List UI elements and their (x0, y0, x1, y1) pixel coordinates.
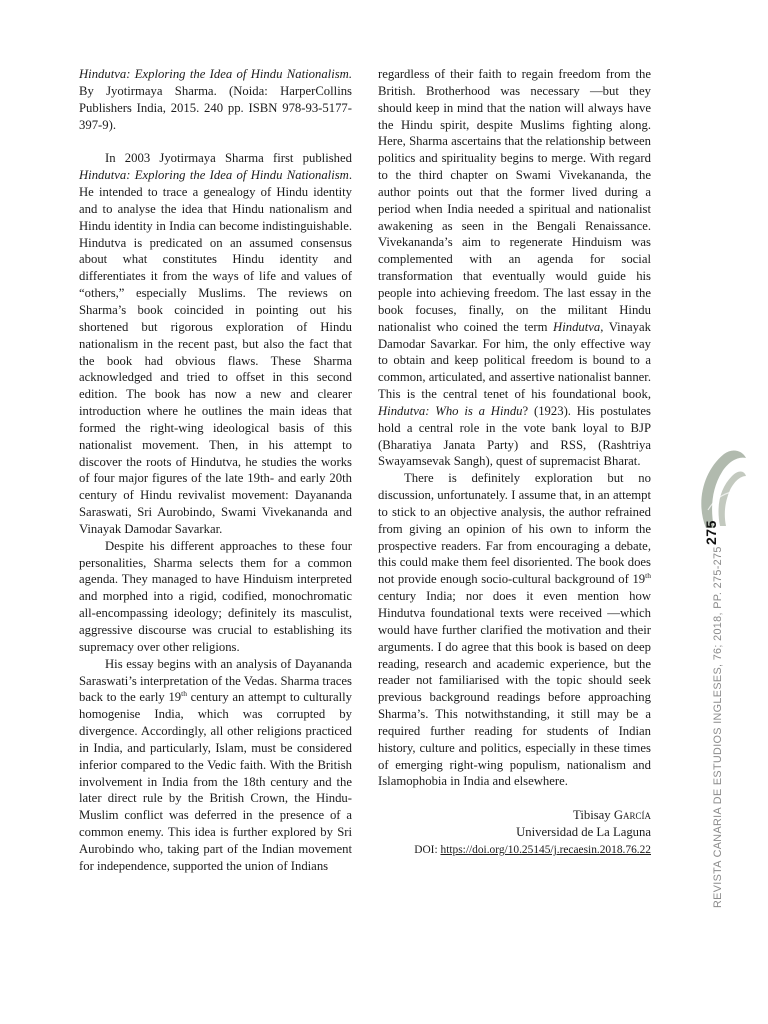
journal-running-title: REVISTA CANARIA DE ESTUDIOS INGLESES, 76; 2018, PP. 275-275 (712, 546, 724, 908)
book-title-inline: Hindutva: Exploring the Idea of Hindu Nationalism (79, 168, 349, 183)
book-citation-details: By Jyotirmaya Sharma. (Noida: HarperCollins Publishers India, 2015. 240 pp. ISBN 978-93-5177-397-9). (79, 83, 352, 132)
review-paragraph-1: In 2003 Jyotirmaya Sharma first published Hindutva: Exploring the Idea of Hindu Nationalism. He intended to trace a genealogy of Hindu identity and to analyse the idea that Hindu nationalism and Hindu identity in India can become indistinguishable. Hindutva is predicated on an assumed consensus about what constitutes Hindu identity and differentiates it from the ways of life and values of “others,” especially Muslims. The reviews on Sharma’s book coincided in pointing out his shortened but rigorous exploration of Hindu nationalism in the recent past, but also the fact that the book had obvious flaws. These Sharma acknowledged and tried to offset in this second edition. The book has now a new and clearer introduction where he outlines the main ideas that formed the right-wing ideological basis of this nationalist movement. Then, in his attempt to discover the roots of Hindutva, he studies the works of four major figures of the late 19th- and early 20th century of Hindu revivalist movement: Dayananda Saraswati, Sri Aurobindo, Swami Vivekananda and Vinayak Damodar Savarkar. (79, 151, 352, 536)
review-paragraph-2: Despite his different approaches to these four personalities, Sharma selects them for a common agenda. They managed to have Hinduism interpreted and morphed into a rigid, codified, monochromatic all-encompassing ideology; definitely its masculist, aggressive discourse was crucial to establishing its supremacy over other religions. (79, 538, 352, 654)
reviewer-name: Tibisay García (573, 808, 651, 823)
superscript: th (645, 571, 651, 581)
book-citation (79, 66, 352, 133)
superscript: th (181, 689, 187, 699)
doi-line: DOI: https://doi.org/10.25145/j.recaesin.2018.76.22 (414, 843, 651, 856)
page-number: 275 (703, 520, 719, 545)
foundational-book-title: Hindutva: Who is a Hindu (378, 403, 523, 418)
reviewer-affiliation: Universidad de La Laguna (516, 825, 651, 840)
review-paragraph-4: regardless of their faith to regain freedom from the British. Brotherhood was necessary —but they should keep in mind that the nation will always have the Hindu spirit, despite Muslims fighting along. Here, Sharma ascertains that the relationship between politics and spirituality begins to merge. With regard to the third chapter on Swami Vivekananda, the author points out that the former lived during a period when India needed a spiritual and nationalist awakening as seen in the Bengali Renaissance. Vivekananda’s aim to regenerate Hinduism was complemented with an agenda for social transformation that eventually would guide his people into achieving freedom. The last essay in the book focuses, finally, on the militant Hindu nationalist who coined the term Hindutva, Vinayak Damodar Savarkar. For him, the only effective way to obtain and keep political freedom is bound to a common, articulated, and assertive nationalist banner. This is the central tenet of his foundational book, Hindutva: Who is a Hindu? (1923). His postulates hold a central role in the vote bank loyal to BJP (Bharatiya Janata Party) and RSS, (Rashtriya Swayamsevak Sangh), quest of supremacist Bharat. (378, 67, 651, 469)
leaf-ornament-icon (698, 448, 748, 530)
book-title: Hindutva: Exploring the Idea of Hindu Nationalism. (79, 67, 352, 81)
review-paragraph-5: There is definitely exploration but no discussion, unfortunately. I assume that, in an attempt to stick to an objective analysis, the author refrained from giving an opinion of his own to inform the prospective readers. Far from encouraging a debate, this could make them feel disoriented. The book does not provide enough socio-cultural background of 19th century India; nor does it even mention how Hindutva foundational texts were received —which would have further clarified the motivation and their arguments. I do agree that this book is based on deep reading, research and academic experience, but the reader not familiarised with the topic should seek previous background readings before approaching Sharma’s. This notwithstanding, it still may be a required further reading for students of Indian history, culture and politics, especially in these times of emerging right-wing populism, nationalism and Islamophobia in India and elsewhere. (378, 471, 651, 789)
doi-link[interactable]: https://doi.org/10.25145/j.recaesin.2018.76.22 (440, 843, 651, 856)
right-column (378, 66, 651, 859)
term-hindutva: Hindutva (553, 319, 601, 334)
review-paragraph-3: His essay begins with an analysis of Dayananda Saraswati’s interpretation of the Vedas. Sharma traces back to the early 19th century an attempt to culturally homogenise India, which was corrupted by divergence. Accordingly, all other religions practiced in India, and particularly, Islam, must be considered inferior compared to the Vedic faith. With the British involvement in India from the 18th century and the later direct rule by the British Crown, the Hindu-Muslim conflict was deferred in the presence of a common enemy. This idea is further explored by Sri Aurobindo who, taking part of the Indian movement for independence, supported the union of Indians (79, 656, 352, 873)
left-column (79, 66, 352, 875)
